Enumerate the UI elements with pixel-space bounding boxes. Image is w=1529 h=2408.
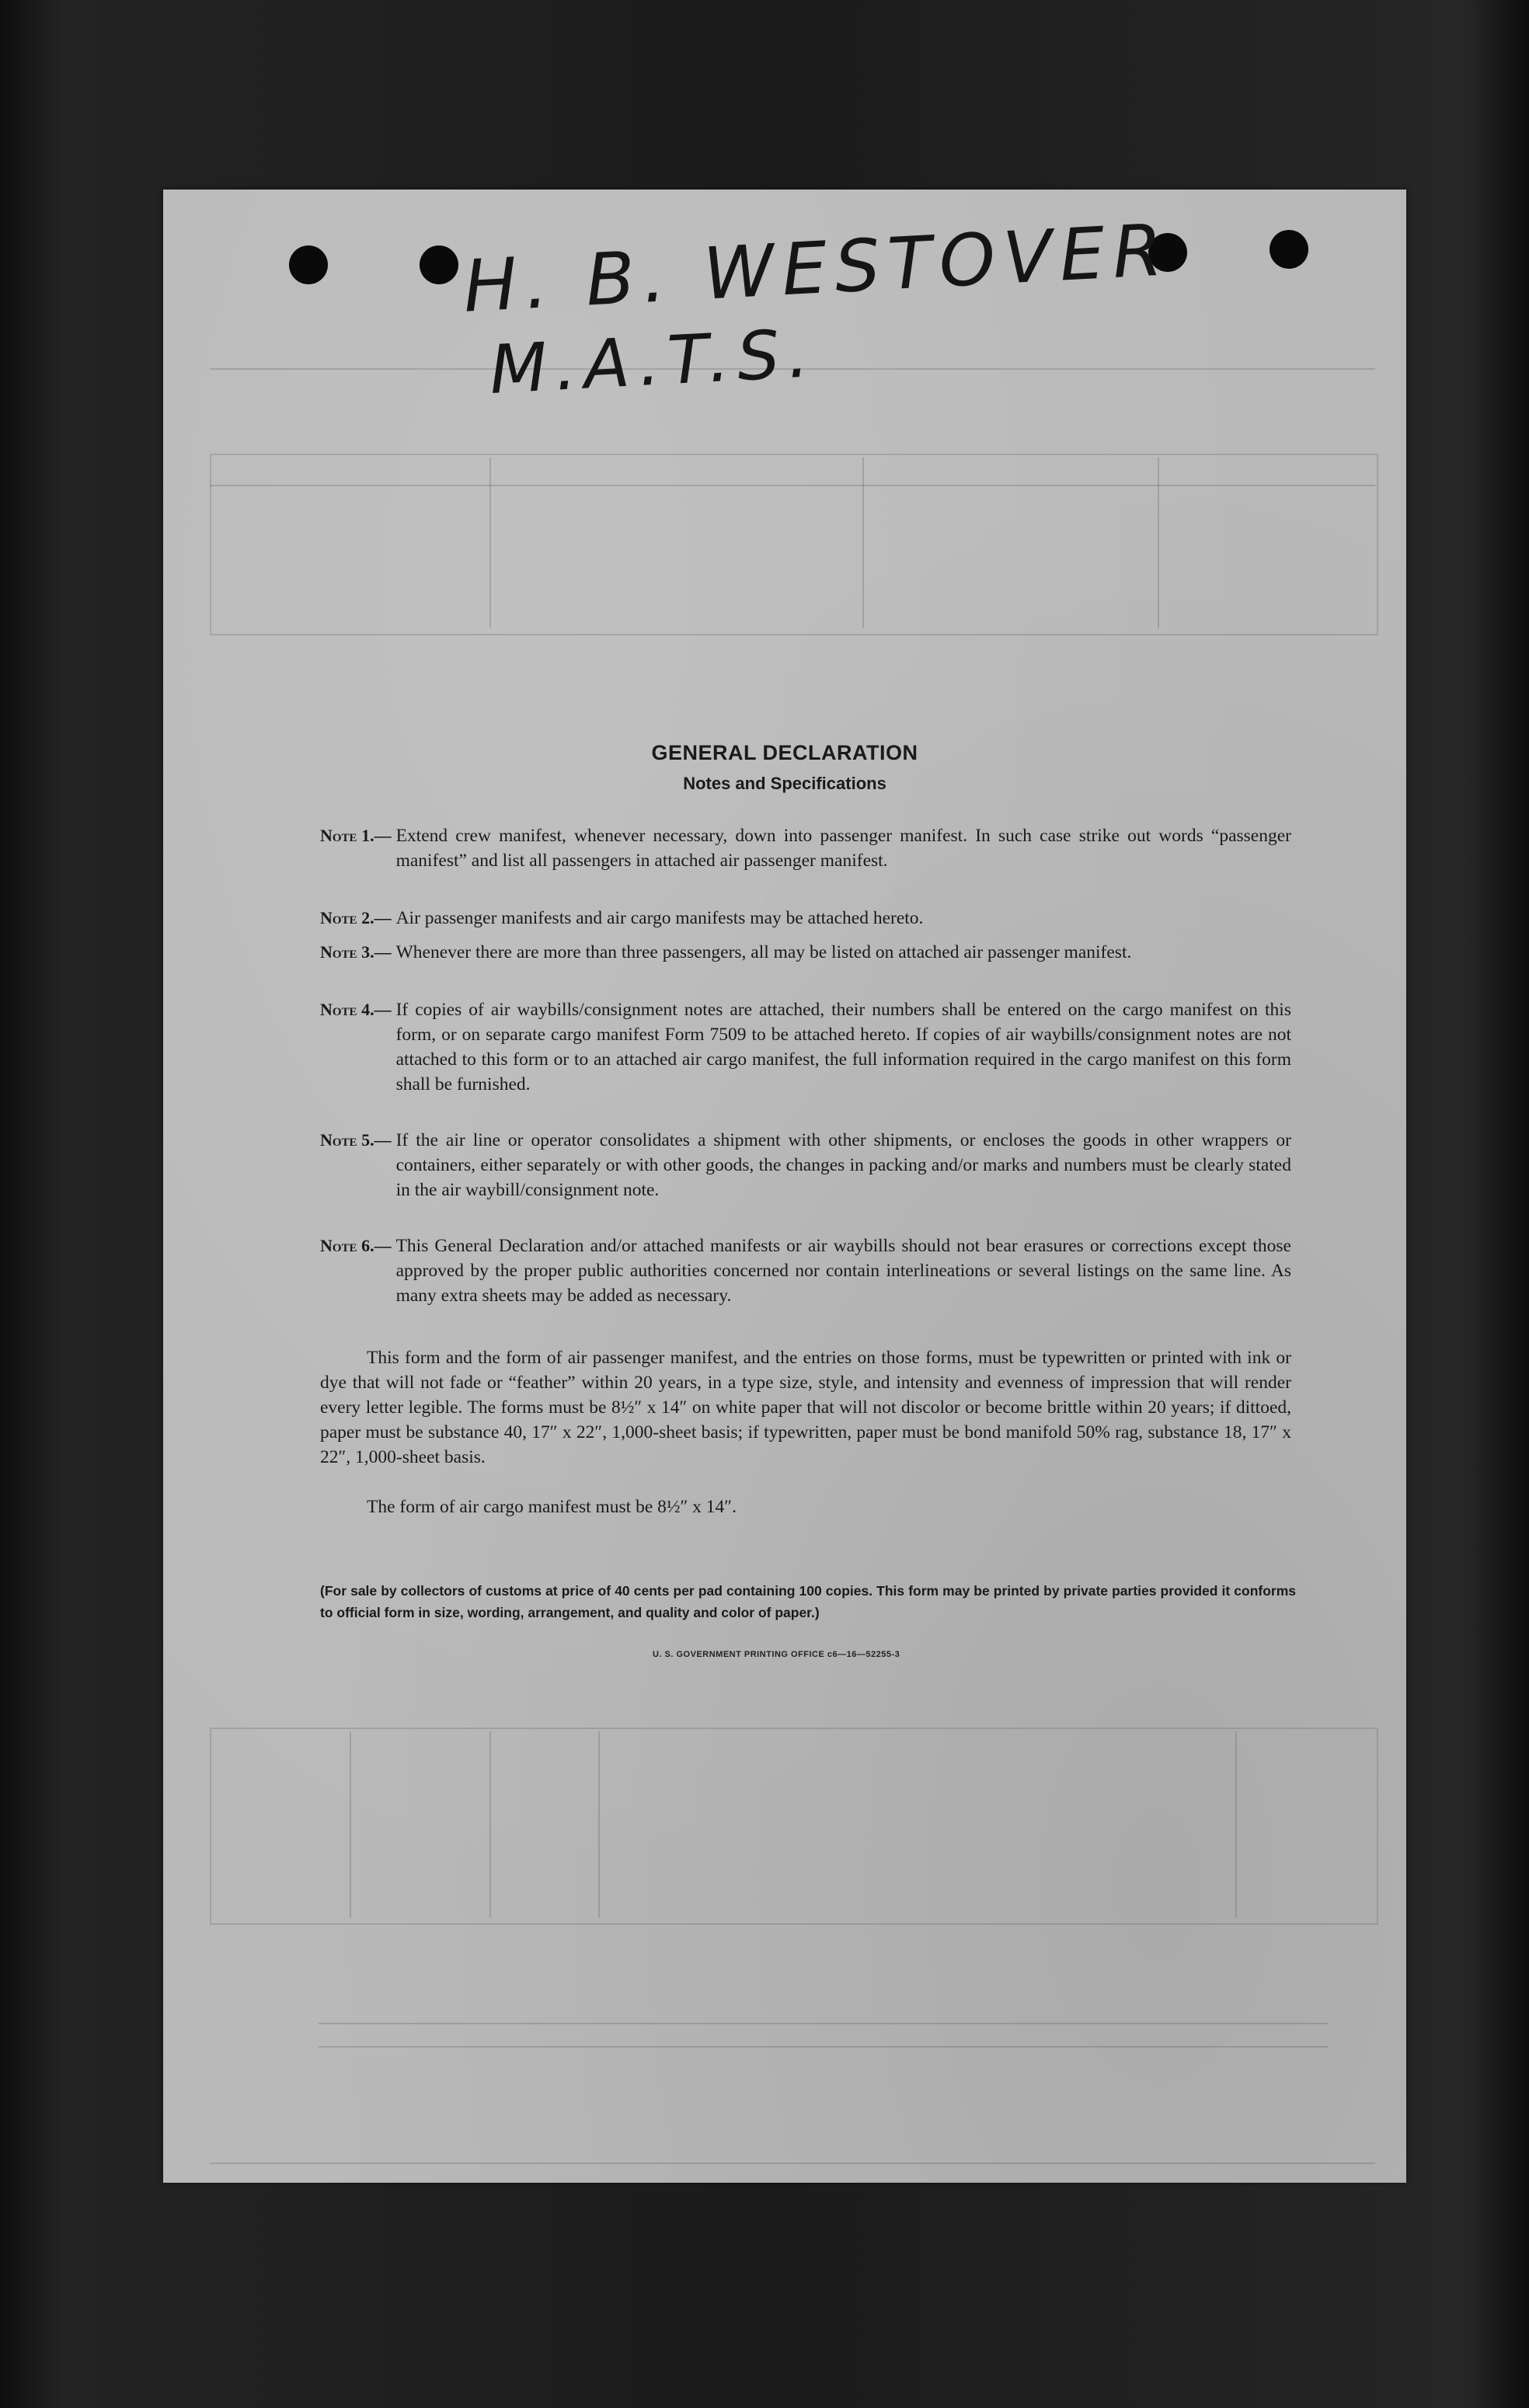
note-label: Note 1.—: [320, 826, 392, 845]
note-text: Air passenger manifests and air cargo manifests may be attached hereto.: [395, 908, 924, 928]
note-label: Note 2.—: [320, 908, 392, 927]
note-5: [320, 1128, 1291, 1202]
notes-content: [163, 190, 1406, 2183]
note-4: [320, 997, 1291, 1097]
note-6: [320, 1234, 1291, 1308]
note-text: If copies of air waybills/consignment notes are attached, their numbers shall be entered on the cargo manifest on this form, or on separate cargo manifest Form 7509 to be attached hereto. If copies of air waybills/consignment notes are not attached to this form or to an attached air cargo manifest, the full information required in the cargo manifest on this form shall be furnished.: [395, 1000, 1291, 1094]
printing-office-imprint: U. S. GOVERNMENT PRINTING OFFICE c6—16—52255-3: [653, 1650, 900, 1659]
handwritten-name: H. B. WESTOVER: [461, 208, 1172, 329]
note-3: [320, 940, 1291, 965]
note-text: If the air line or operator consolidates a shipment with other shipments, or encloses the goods in other wrappers or containers, either separately or with other goods, the changes in packing and/or marks and numbers must be clearly stated in the air waybill/consignment note.: [395, 1130, 1291, 1200]
note-2: [320, 906, 1291, 931]
note-label: Note 4.—: [320, 1000, 392, 1019]
form-specification: This form and the form of air passenger manifest, and the entries on those forms, must be typewritten or printed with ink or dye that will not fade or “feather” within 20 years, in a type size, style, and intensity and evenness of impression that will render every letter legible. The forms must be 8½″ x 14″ on white paper that will not discolor or become brittle within 20 years; if dittoed, paper must be substance 40, 17″ x 22″, 1,000-sheet basis; if typewritten, paper must be bond manifold 50% rag, substance 18, 17″ x 22″, 1,000-sheet basis.: [320, 1348, 1291, 1467]
cargo-manifest-size: The form of air cargo manifest must be 8½″ x 14″.: [367, 1497, 737, 1517]
note-label: Note 6.—: [320, 1236, 392, 1255]
note-1: [320, 823, 1291, 873]
note-text: This General Declaration and/or attached manifests or air waybills should not bear erasures or corrections except those approved by the proper public authorities concerned nor contain interlineations or several listings on the same line. As many extra sheets may be added as necessary.: [395, 1236, 1291, 1306]
note-label: Note 5.—: [320, 1130, 392, 1150]
note-text: Extend crew manifest, whenever necessary, down into passenger manifest. In such case strike out words “passenger manifest” and list all passengers in attached air passenger manifest.: [395, 826, 1291, 871]
page-subtitle: Notes and Specifications: [683, 774, 886, 793]
handwritten-organization: M.A.T.S.: [487, 315, 819, 409]
page-title: GENERAL DECLARATION: [651, 741, 918, 764]
sale-notice: (For sale by collectors of customs at price of 40 cents per pad containing 100 copies. This form may be printed by private parties provided it conforms to official form in size, wording, arrangement, and quality and color of paper.): [320, 1583, 1296, 1620]
note-text: Whenever there are more than three passengers, all may be listed on attached air passenger manifest.: [395, 942, 1132, 962]
document-page: [163, 190, 1406, 2183]
note-label: Note 3.—: [320, 942, 392, 962]
